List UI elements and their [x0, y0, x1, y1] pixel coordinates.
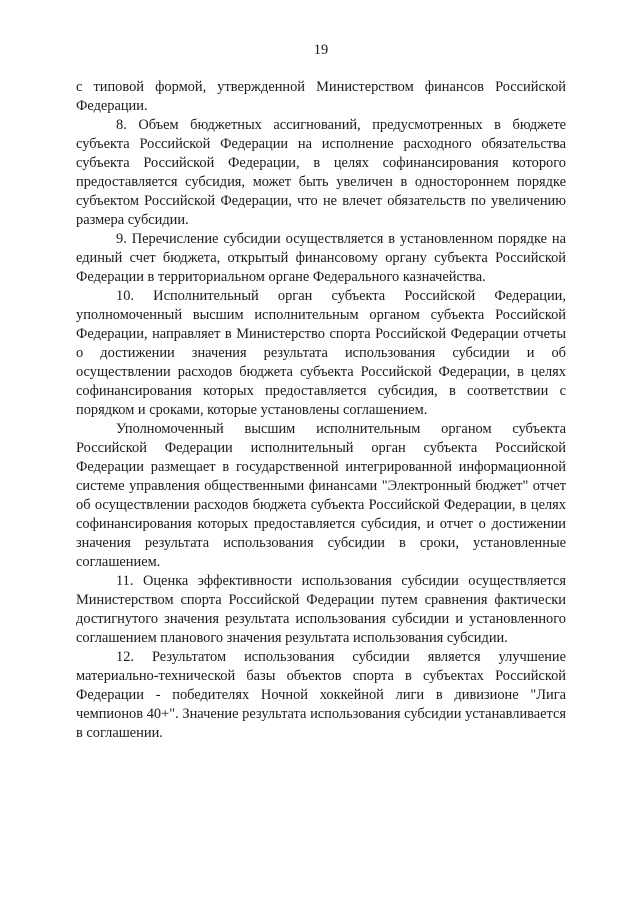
paragraph-10: 10. Исполнительный орган субъекта Российской Федерации, уполномоченный высшим исполнительным органом субъекта Российской Федерации, направляет в Министерство спорта Российской Федерации отчеты о достижении значения результата использования субсидии и об осуществлении расходов бюджета субъекта Российской Федерации, в целях софинансирования которых предоставляется субсидия, в соответствии с порядком и сроками, которые установлены соглашением.	[76, 288, 566, 418]
document-body	[76, 78, 566, 743]
paragraph-12: 12. Результатом использования субсидии является улучшение материально-технической базы объектов спорта в субъектах Российской Федерации - победителях Ночной хоккейной лиги в дивизионе "Лига чемпионов 40+". Значение результата использования субсидии устанавливается в соглашении.	[76, 649, 566, 741]
paragraph-10-continued: Уполномоченный высшим исполнительным органом субъекта Российской Федерации исполнительный орган субъекта Российской Федерации размещает в государственной интегрированной информационной системе управления общественными финансами "Электронный бюджет" отчет об осуществлении расходов бюджета субъекта Российской Федерации, в целях софинансирования которых предоставляется субсидия, и отчет о достижении значения результата использования субсидии в сроки, установленные соглашением.	[76, 421, 566, 570]
paragraph-11: 11. Оценка эффективности использования субсидии осуществляется Министерством спорта Российской Федерации путем сравнения фактически достигнутого значения результата использования субсидии и установленного соглашением планового значения результата использования субсидии.	[76, 573, 566, 646]
page-number: 19	[313, 42, 329, 58]
paragraph-continuation: с типовой формой, утвержденной Министерством финансов Российской Федерации.	[76, 79, 566, 114]
paragraph-9: 9. Перечисление субсидии осуществляется в установленном порядке на единый счет бюджета, открытый финансовому органу субъекта Российской Федерации в территориальном органе Федерального казначейства.	[76, 231, 566, 285]
paragraph-8: 8. Объем бюджетных ассигнований, предусмотренных в бюджете субъекта Российской Федерации на исполнение расходного обязательства субъекта Российской Федерации, в целях софинансирования которого предоставляется субсидия, может быть увеличен в одностороннем порядке субъектом Российской Федерации, что не влечет обязательств по увеличению размера субсидии.	[76, 117, 566, 228]
